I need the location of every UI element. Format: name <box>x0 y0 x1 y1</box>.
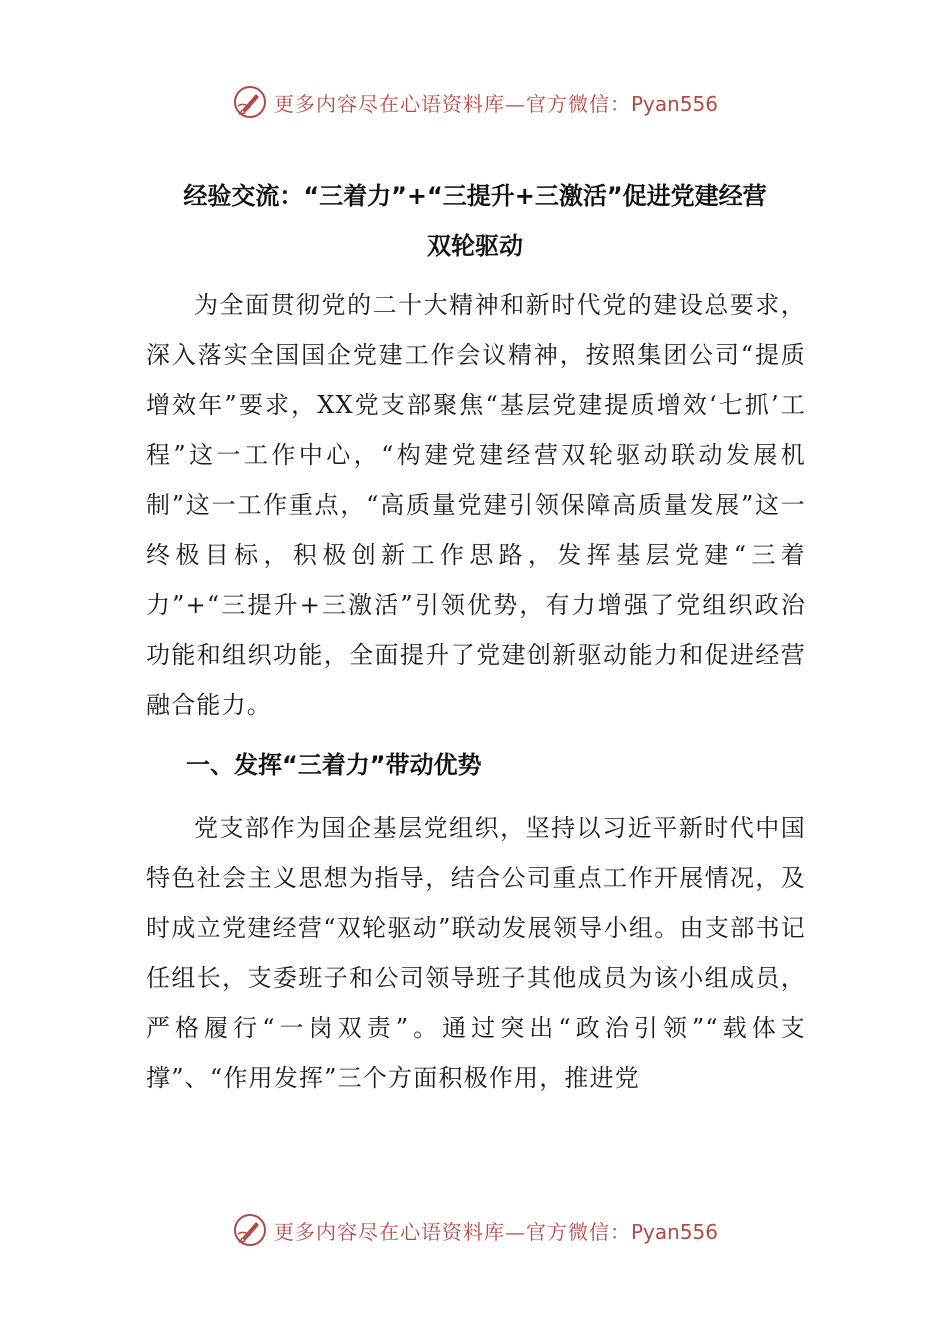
banner-message: 更多内容尽在心语资料库—官方微信： <box>273 91 631 116</box>
pen-logo-icon <box>232 84 268 120</box>
footer-banner <box>0 1210 950 1250</box>
banner-text <box>274 1216 718 1245</box>
section-heading: 一、发挥“三着力”带动优势 <box>186 751 482 779</box>
header-banner <box>0 82 950 122</box>
document-title-line-2: 双轮驱动 <box>427 232 523 260</box>
banner-text <box>274 88 718 117</box>
banner-wechat-id: Pyan556 <box>630 91 718 116</box>
pen-logo-icon <box>232 1212 268 1248</box>
document-title-line-1: 经验交流：“三着力”+“三提升+三激活”促进党建经营 <box>183 182 767 210</box>
intro-paragraph: 为全面贯彻党的二十大精神和新时代党的建设总要求，深入落实全国国企党建工作会议精神，按照集团公司“提质增效年”要求，XX党支部聚焦“基层党建提质增效‘七抓’工程”这一工作中心，“构建党建经营双轮驱动联动发展机制”这一工作重点，“高质量党建引领保障高质量发展”这一终极目标，积极创新工作思路，发挥基层党建“三着力”+“三提升+三激活”引领优势，有力增强了党组织政治功能和组织功能，全面提升了党建创新驱动能力和促进经营融合能力。 <box>146 291 806 719</box>
banner-message: 更多内容尽在心语资料库—官方微信： <box>273 1219 631 1244</box>
section-paragraph: 党支部作为国企基层党组织，坚持以习近平新时代中国特色社会主义思想为指导，结合公司重点工作开展情况，及时成立党建经营“双轮驱动”联动发展领导小组。由支部书记任组长，支委班子和公司领导班子其他成员为该小组成员，严格履行“一岗双责”。通过突出“政治引领”“载体支撑”、“作用发挥”三个方面积极作用，推进党 <box>146 814 806 1092</box>
banner-wechat-id: Pyan556 <box>630 1219 718 1244</box>
